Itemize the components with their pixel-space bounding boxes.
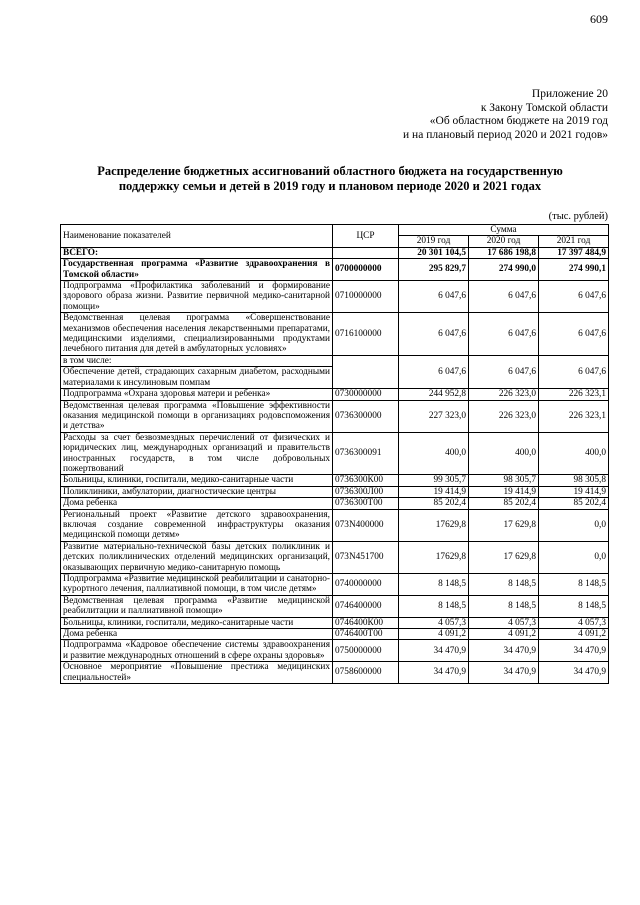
units-label: (тыс. рублей) [548,211,608,222]
row-name: Развитие материально-технической базы детских поликлиник и детских поликлинических отделений медицинских организаций, оказывающих первичную медико-санитарную помощь [61,541,333,573]
row-csr: 0758600000 [333,662,399,684]
page-number: 609 [590,12,608,26]
total-label: ВСЕГО: [61,247,333,258]
row-value-2020: 4 091,2 [469,629,539,640]
appendix-block [403,88,608,142]
row-value-2020: 34 470,9 [469,662,539,684]
row-value-2019: 85 202,4 [399,498,469,509]
table-row [61,486,609,497]
row-csr [333,355,399,388]
table-row [61,355,609,366]
row-name: Подпрограмма «Охрана здоровья матери и ребенка» [61,389,333,400]
row-value-2019: 34 470,9 [399,640,469,662]
row-value-2019: 6 047,6 [399,313,469,356]
row-value-2019: 227 323,0 [399,400,469,432]
table-row [61,629,609,640]
row-value-2020: 400,0 [469,432,539,475]
row-value-2019: 17629,8 [399,541,469,573]
row-csr: 073N400000 [333,509,399,541]
total-2020: 17 686 198,8 [469,247,539,258]
title-line-2: поддержку семьи и детей в 2019 году и плановом периоде 2020 и 2021 годах [118,179,542,193]
table-row [61,574,609,596]
row-csr: 0730000000 [333,389,399,400]
row-value-2019: 17629,8 [399,509,469,541]
row-value-2021: 226 323,1 [539,389,609,400]
row-value-2019: 4 091,2 [399,629,469,640]
row-name: Ведомственная целевая программа «Повышение эффективности оказания медицинской помощи в организациях родовспоможения и детства» [61,400,333,432]
row-csr: 0716100000 [333,313,399,356]
total-2021: 17 397 484,9 [539,247,609,258]
appendix-line-1: Приложение 20 [531,88,608,100]
row-csr: 0736300Т00 [333,498,399,509]
row-value-2020: 17 629,8 [469,509,539,541]
header-csr: ЦСР [333,225,399,248]
table-row [61,662,609,684]
row-value-2020: 17 629,8 [469,541,539,573]
header-sum: Сумма [399,225,609,236]
row-value-2021: 226 323,1 [539,400,609,432]
row-csr: 0736300К00 [333,475,399,486]
total-row [61,247,609,258]
row-value-2020: 4 057,3 [469,617,539,628]
table-row [61,432,609,475]
header-2021: 2021 год [539,236,609,247]
row-name: Ведомственная целевая программа «Развитие медицинской реабилитации и паллиативной помощи» [61,595,333,617]
row-value-2020: 6 047,6 [469,355,539,388]
table-row [61,281,609,313]
row-value-2021: 6 047,6 [539,355,609,388]
row-value-2020: 274 990,0 [469,259,539,281]
row-value-2020: 8 148,5 [469,595,539,617]
title-line-1: Распределение бюджетных ассигнований областного бюджета на государственную [97,164,563,178]
budget-table [60,224,609,684]
row-value-2021: 8 148,5 [539,595,609,617]
row-value-2020: 226 323,0 [469,400,539,432]
row-value-2020: 6 047,6 [469,313,539,356]
row-value-2019: 99 305,7 [399,475,469,486]
row-csr: 0746400Т00 [333,629,399,640]
total-csr [333,247,399,258]
table-row [61,389,609,400]
appendix-line-2: к Закону Томской области [480,101,608,114]
table-row [61,475,609,486]
row-value-2021: 4 057,3 [539,617,609,628]
total-2019: 20 301 104,5 [399,247,469,258]
table-row [61,509,609,541]
row-value-2019: 4 057,3 [399,617,469,628]
row-name: Государственная программа «Развитие здравоохранения в Томской области» [61,259,333,281]
row-value-2021: 85 202,4 [539,498,609,509]
document-title [60,164,600,194]
row-value-2020: 34 470,9 [469,640,539,662]
row-name: Подпрограмма «Развитие медицинской реабилитации и санаторно-курортного лечения, паллиативной помощи, в том числе детям» [61,574,333,596]
row-value-2021: 19 414,9 [539,486,609,497]
row-name: Поликлиники, амбулатории, диагностические центры [61,486,333,497]
row-value-2021: 98 305,8 [539,475,609,486]
row-name: Подпрограмма «Кадровое обеспечение системы здравоохранения и развитие международных отношений в сфере охраны здоровья» [61,640,333,662]
table-row [61,617,609,628]
row-csr: 0740000000 [333,574,399,596]
row-name: Дома ребенка [61,498,333,509]
row-value-2021: 400,0 [539,432,609,475]
row-value-2020: 98 305,7 [469,475,539,486]
row-value-2021: 0,0 [539,509,609,541]
row-name: Больницы, клиники, госпитали, медико-санитарные части [61,475,333,486]
header-2020: 2020 год [469,236,539,247]
table-row [61,259,609,281]
row-value-2020: 6 047,6 [469,281,539,313]
row-value-2020: 85 202,4 [469,498,539,509]
row-csr: 0746400000 [333,595,399,617]
row-value-2019: 8 148,5 [399,574,469,596]
row-value-2021: 0,0 [539,541,609,573]
row-csr: 0736300Л00 [333,486,399,497]
row-name: Больницы, клиники, госпитали, медико-санитарные части [61,617,333,628]
row-value-2021: 6 047,6 [539,313,609,356]
row-value-2019: 6 047,6 [399,355,469,388]
row-value-2019: 244 952,8 [399,389,469,400]
row-value-2021: 34 470,9 [539,640,609,662]
row-name: Основное мероприятие «Повышение престижа медицинских специальностей» [61,662,333,684]
row-csr: 073N451700 [333,541,399,573]
row-value-2019: 34 470,9 [399,662,469,684]
header-name: Наименование показателей [61,225,333,248]
row-value-2021: 34 470,9 [539,662,609,684]
row-name: Региональный проект «Развитие детского здравоохранения, включая создание современной инфраструктуры оказания медицинской помощи детям» [61,509,333,541]
row-value-2021: 8 148,5 [539,574,609,596]
header-2019: 2019 год [399,236,469,247]
row-csr: 0736300000 [333,400,399,432]
row-name: Дома ребенка [61,629,333,640]
appendix-line-4: и на плановый период 2020 и 2021 годов» [403,128,608,141]
row-value-2021: 274 990,1 [539,259,609,281]
row-value-2020: 19 414,9 [469,486,539,497]
row-csr: 0750000000 [333,640,399,662]
row-value-2019: 400,0 [399,432,469,475]
table-row [61,498,609,509]
row-value-2020: 226 323,0 [469,389,539,400]
row-value-2019: 295 829,7 [399,259,469,281]
row-value-2019: 6 047,6 [399,281,469,313]
row-value-2020: 8 148,5 [469,574,539,596]
table-row [61,595,609,617]
row-csr: 0736300091 [333,432,399,475]
row-csr: 0710000000 [333,281,399,313]
row-name: Ведомственная целевая программа «Совершенствование механизмов обеспечения населения лекарственными препаратами, медицинскими изделиями, специализированными продуктами лечебного питания для детей в амбулаторных условиях» [61,313,333,356]
table-row [61,400,609,432]
table-row [61,541,609,573]
row-name: Обеспечение детей, страдающих сахарным диабетом, расходными материалами к инсулиновым помпам [61,367,333,389]
row-value-2019: 8 148,5 [399,595,469,617]
row-name: Подпрограмма «Профилактика заболеваний и формирование здорового образа жизни. Развитие первичной медико-санитарной помощи» [61,281,333,313]
row-value-2019: 19 414,9 [399,486,469,497]
table-row [61,313,609,356]
appendix-line-3: «Об областном бюджете на 2019 год [429,115,608,128]
row-value-2021: 4 091,2 [539,629,609,640]
row-csr: 0746400К00 [333,617,399,628]
table-row [61,640,609,662]
row-csr: 0700000000 [333,259,399,281]
row-name: Расходы за счет безвозмездных перечислений от физических и юридических лиц, международных организаций и правительств иностранных государств, в том числе добровольных пожертвований [61,432,333,475]
row-value-2021: 6 047,6 [539,281,609,313]
row-name: в том числе: [61,355,333,366]
